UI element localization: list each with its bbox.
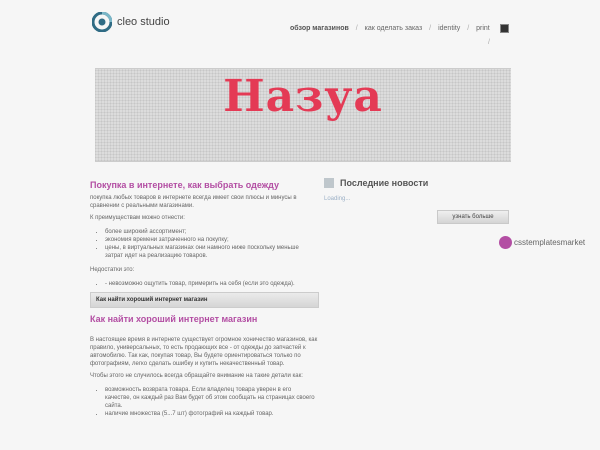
news-icon: [324, 178, 334, 188]
nav-how-to-order[interactable]: как оделать заказ: [364, 25, 423, 32]
nav-identity[interactable]: identity: [438, 25, 461, 32]
nav-line-2: [290, 36, 510, 50]
nav-shops-review[interactable]: обзор магазинов: [290, 25, 349, 32]
section-title: Как найти хороший интернет магазин: [90, 314, 258, 324]
loading-text: Loading...: [324, 196, 351, 202]
disadvantages-list: [90, 280, 318, 288]
logo-text: cleo studio: [117, 16, 170, 28]
article-paragraph: В настоящее время в интернете существует огромное хоничество магазинов, как правило, универсальных, то есть продающих все - от одежды до запчастей к автомобилю. Так как, покупая товар, Вы будете ориентироваться только по фотографиям, легко сделать ошибку и купить некачественный товар.: [90, 337, 318, 367]
list-item: • возможность возврата товара. Если владелец товара уверен в его качестве, он каждый раз Вам будет об этом сообщать на страницах своего сайта.: [105, 386, 318, 410]
list-item: • цены, в виртуальных магазинах они намного ниже поскольку меньше затрат идет на реализацию товаров.: [105, 244, 318, 260]
print-icon[interactable]: [500, 24, 509, 33]
logo[interactable]: [92, 12, 170, 32]
badge-logo-icon: [499, 236, 512, 249]
nav-print[interactable]: print: [476, 25, 490, 32]
nav-separator: /: [355, 25, 358, 32]
advantages-label: К преимуществам можно отнести:: [90, 215, 185, 221]
news-header: [324, 178, 512, 188]
news-title: Последние новости: [340, 178, 429, 188]
templates-badge[interactable]: [499, 236, 585, 249]
sidebar: [324, 178, 586, 247]
banner: [95, 68, 511, 162]
banner-title: Назуа: [223, 71, 383, 122]
section-box: Как найти хороший интернет магазин: [90, 292, 319, 308]
list-item: • экономия времени затраченного на покупку;: [105, 236, 318, 244]
article-intro: покупка любых товаров в интернете всегда имеет свои плюсы и минусы в сравнении с реальными магазинами.: [90, 195, 297, 209]
list-item: • - невозможно ощутить товар, примерить на себя (если это одежда).: [105, 280, 318, 288]
article-paragraph: Чтобы этого не случилось всегда обращайте внимание на такие детали как:: [90, 373, 303, 379]
article-title: Покупка в интернете, как выбрать одежду: [90, 180, 279, 190]
list-item: • наличие множества (5...7 шт) фотографий на каждый товар.: [105, 410, 318, 418]
nav-separator: /: [467, 25, 470, 32]
top-nav: [290, 22, 510, 50]
checklist: [90, 386, 318, 418]
logo-icon: [92, 12, 112, 32]
nav-separator: /: [488, 39, 490, 46]
nav-separator: /: [429, 25, 432, 32]
more-button[interactable]: узнать больше: [437, 210, 509, 224]
disadvantages-label: Недостатки это:: [90, 267, 135, 273]
advantages-list: [90, 228, 318, 260]
badge-text: csstemplatesmarket: [514, 238, 586, 247]
list-item: • более широкий ассортимент;: [105, 228, 318, 236]
main-content: [90, 180, 318, 418]
